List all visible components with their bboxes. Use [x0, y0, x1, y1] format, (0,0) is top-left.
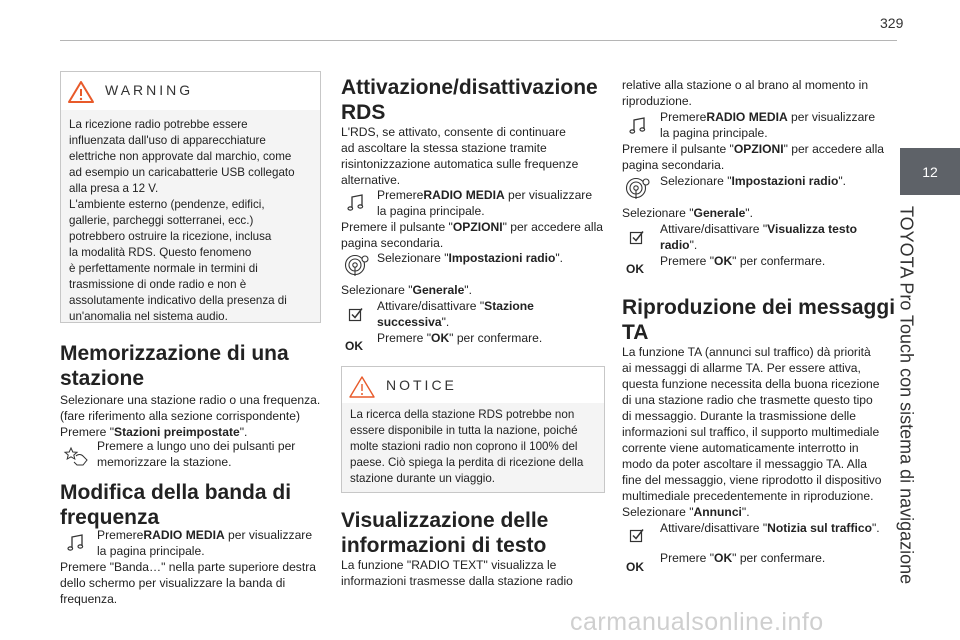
- ok-icon: OK: [626, 560, 644, 574]
- band-after: Premere "Banda…" nella parte superiore destra dello schermo per visualizzare la banda di frequenza.: [60, 560, 316, 606]
- text-options: Premere il pulsante "OPZIONI" per accedere alla pagina secondaria.: [622, 142, 885, 172]
- rds-select-settings: Selezionare "Impostazioni radio".: [377, 251, 564, 265]
- text-select-settings: Selezionare "Impostazioni radio".: [660, 174, 847, 188]
- music-note-icon: [66, 533, 86, 553]
- band-step: PremereRADIO MEDIA per visualizzare la pagina principale.: [97, 528, 313, 558]
- radio-settings-icon: [624, 176, 652, 200]
- warning-title: WARNING: [105, 82, 194, 98]
- text-info-body: La funzione "RADIO TEXT" visualizza le informazioni trasmesse dalla stazione radio: [341, 558, 573, 588]
- ta-heading: Riproduzione dei messaggi TA: [622, 296, 896, 344]
- watermark: carmanualsonline.info: [570, 608, 824, 636]
- ok-icon: OK: [345, 339, 363, 353]
- header-divider: [60, 40, 897, 41]
- rds-options: Premere il pulsante "OPZIONI" per accedere alla pagina secondaria.: [341, 220, 604, 250]
- warning-box: [60, 71, 321, 323]
- rds-intro: L'RDS, se attivato, consente di continuare ad ascoltare la stessa stazione tramite risintonizzazione automatica sulle frequenze alternative.: [341, 125, 579, 187]
- checkbox-icon: [629, 229, 645, 245]
- notice-header: [342, 367, 604, 403]
- text-toggle: Attivare/disattivare "Visualizza testo radio".: [660, 222, 857, 252]
- music-note-icon: [346, 193, 366, 213]
- warning-triangle-icon: [67, 80, 95, 104]
- rds-step1: PremereRADIO MEDIA per visualizzare la pagina principale.: [377, 188, 593, 218]
- notice-text: La ricerca della stazione RDS potrebbe non essere disponibile in tutta la nazione, poiché molte stazioni radio non coprono il 100% del paese. Ciò spiega la perdita di ricezione della stazione durante un viaggio.: [350, 408, 584, 485]
- text-step1: PremereRADIO MEDIA per visualizzare la pagina principale.: [660, 110, 876, 140]
- radio-settings-icon: [343, 253, 371, 277]
- notice-box: [341, 366, 605, 493]
- notice-triangle-icon: [348, 375, 376, 399]
- band-heading: Modifica della banda di frequenza: [60, 481, 292, 529]
- rds-toggle: Attivare/disattivare "Stazione successiva".: [377, 299, 534, 329]
- rds-select-general: Selezionare "Generale".: [341, 283, 472, 297]
- memorize-step: Premere a lungo uno dei pulsanti per memorizzare la stazione.: [97, 439, 296, 469]
- ok-icon: OK: [626, 262, 644, 276]
- warning-text: La ricezione radio potrebbe essere influenzata dall'uso di apparecchiature elettriche non approvate dal marchio, come ad esempio un caricabatterie USB collegato alla presa a 12 V. L'ambiente esterno (pendenze, edifici, gallerie, parcheggi sotterranei, ecc.) potrebbero ostruire la ricezione, inclusa la modalità RDS. Questo fenomeno è perfettamente normale in termini di trasmissione di onde radio e non è assolutamente indicativo della presenza di un'anomalia nel sistema audio.: [69, 118, 295, 323]
- memorize-heading: Memorizzazione di una stazione: [60, 342, 289, 390]
- memorize-intro: Selezionare una stazione radio o una frequenza. (fare riferimento alla sezione corrispondente) Premere "Stazioni preimpostate".: [60, 393, 321, 439]
- preset-star-hand-icon: [62, 444, 90, 468]
- chapter-title: TOYOTA Pro Touch con sistema di navigazione: [896, 206, 917, 585]
- text-info-heading: Visualizzazione delle informazioni di testo: [341, 509, 549, 557]
- text-info-continued: relative alla stazione o al brano al momento in riproduzione.: [622, 78, 869, 108]
- ta-toggle: Attivare/disattivare "Notizia sul traffico".: [660, 521, 880, 535]
- page-number: 329: [880, 15, 904, 31]
- checkbox-icon: [348, 306, 364, 322]
- ta-body: La funzione TA (annunci sul traffico) dà priorità ai messaggi di allarme TA. Per essere attiva, questa funzione necessita della buona ricezione di una stazione radio che trasmette questo tipo di messaggio. Durante la trasmissione delle informazioni sul traffico, il supporto multimediale corrente viene automaticamente interrotto in modo da poter ascoltare il messaggio TA. Alla fine del messaggio, viene riprodotto il dispositivo multimediale precedentemente in riproduzione. Selezionare "Annunci".: [622, 345, 882, 519]
- notice-title: NOTICE: [386, 377, 457, 393]
- rds-heading: Attivazione/disattivazione RDS: [341, 76, 598, 124]
- text-select-general: Selezionare "Generale".: [622, 206, 753, 220]
- rds-confirm: Premere "OK" per confermare.: [377, 331, 543, 345]
- warning-header: [61, 72, 320, 110]
- music-note-icon: [628, 116, 648, 136]
- checkbox-icon: [629, 527, 645, 543]
- chapter-tab[interactable]: 12: [900, 148, 960, 195]
- ta-confirm: Premere "OK" per confermare.: [660, 551, 826, 565]
- text-confirm: Premere "OK" per confermare.: [660, 254, 826, 268]
